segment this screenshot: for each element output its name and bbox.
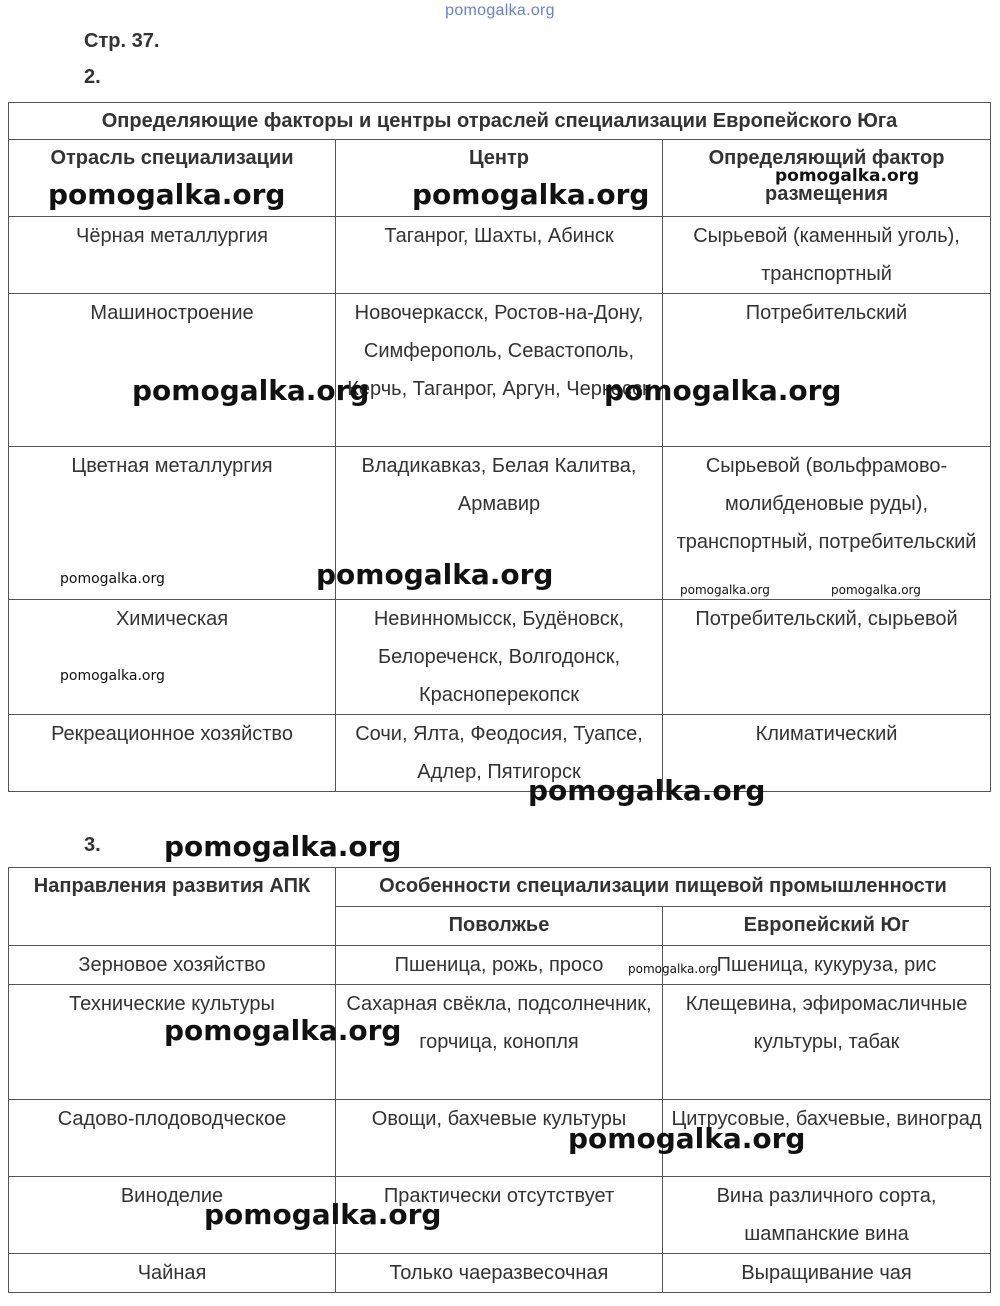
header-center: Центр [336, 140, 663, 217]
cell-factor: Сырьевой (вольфрамово-молибденовые руды), транспортный, потребительский [663, 447, 991, 600]
cell-south: Вина различного сорта, шампанские вина [663, 1177, 991, 1254]
cell-volga: Пшеница, рожь, просо [336, 946, 663, 985]
header-industry: Отрасль специализации [9, 140, 336, 217]
cell-industry: Химическая [9, 600, 336, 715]
cell-south: Выращивание чая [663, 1254, 991, 1293]
watermark: pomogalka.org [164, 1014, 402, 1047]
header-european-south: Европейский Юг [663, 907, 991, 946]
watermark: pomogalka.org [412, 178, 650, 211]
header-factor: Определяющий фактор размещения [663, 140, 991, 217]
watermark: pomogalka.org [316, 558, 554, 591]
cell-factor: Климатический [663, 715, 991, 792]
cell-volga: Овощи, бахчевые культуры [336, 1100, 663, 1177]
table-row [9, 217, 991, 294]
watermark: pomogalka.org [528, 774, 766, 807]
cell-south: Клещевина, эфиромасличные культуры, табак [663, 985, 991, 1100]
cell-volga: Практически отсутствует [336, 1177, 663, 1254]
watermark: pomogalka.org [680, 583, 770, 597]
cell-factor: Потребительский [663, 294, 991, 447]
cell-industry: Машиностроение [9, 294, 336, 447]
cell-volga: Только чаеразвесочная [336, 1254, 663, 1293]
watermark: pomogalka.org [568, 1122, 806, 1155]
header-food-industry: Особенности специализации пищевой промышленности [336, 868, 991, 907]
watermark: pomogalka.org [831, 583, 921, 597]
header-volga: Поволжье [336, 907, 663, 946]
cell-direction: Садово-плодоводческое [9, 1100, 336, 1177]
watermark: pomogalka.org [60, 668, 165, 684]
task-2-number: 2. [84, 66, 101, 88]
watermark: pomogalka.org [60, 571, 165, 587]
table-title: Определяющие факторы и центры отраслей специализации Европейского Юга [9, 103, 991, 140]
table-row [9, 715, 991, 792]
cell-direction: Чайная [9, 1254, 336, 1293]
table-row [9, 1254, 991, 1293]
cell-direction: Зерновое хозяйство [9, 946, 336, 985]
watermark: pomogalka.org [164, 830, 402, 863]
header-direction: Направления развития АПК [9, 868, 336, 946]
table-title-row [9, 103, 991, 140]
table-row [9, 946, 991, 985]
watermark: pomogalka.org [604, 374, 842, 407]
table-row [9, 294, 991, 447]
watermark: pomogalka.org [132, 374, 370, 407]
watermark: pomogalka.org [775, 166, 920, 186]
watermark: pomogalka.org [628, 962, 718, 976]
cell-industry: Чёрная металлургия [9, 217, 336, 294]
watermark: pomogalka.org [204, 1198, 442, 1231]
cell-south: Цитрусовые, бахчевые, виноград [663, 1100, 991, 1177]
cell-direction: Виноделие [9, 1177, 336, 1254]
cell-center: Сочи, Ялта, Феодосия, Туапсе, Адлер, Пятигорск [336, 715, 663, 792]
table-header-row [9, 868, 991, 907]
top-watermark: pomogalka.org [445, 2, 555, 19]
cell-volga: Сахарная свёкла, подсолнечник, горчица, конопля [336, 985, 663, 1100]
page-label: Стр. 37. [84, 30, 160, 52]
agro-industry-table [8, 867, 991, 1293]
cell-south: Пшеница, кукуруза, рис [663, 946, 991, 985]
cell-factor: Сырьевой (каменный уголь), транспортный [663, 217, 991, 294]
cell-industry: Цветная металлургия [9, 447, 336, 600]
cell-center: Владикавказ, Белая Калитва, Армавир [336, 447, 663, 600]
table-row [9, 1100, 991, 1177]
cell-direction: Технические культуры [9, 985, 336, 1100]
table-row [9, 600, 991, 715]
cell-industry: Рекреационное хозяйство [9, 715, 336, 792]
cell-center: Таганрог, Шахты, Абинск [336, 217, 663, 294]
watermark: pomogalka.org [48, 178, 286, 211]
cell-center: Новочеркасск, Ростов-на-Дону, Симферополь, Севастополь, Керчь, Таганрог, Аргун, Черкесск [336, 294, 663, 447]
cell-center: Невинномысск, Будёновск, Белореченск, Волгодонск, Красноперекопск [336, 600, 663, 715]
task-3-number: 3. [84, 834, 101, 856]
table-row [9, 1177, 991, 1254]
cell-factor: Потребительский, сырьевой [663, 600, 991, 715]
table-row [9, 985, 991, 1100]
